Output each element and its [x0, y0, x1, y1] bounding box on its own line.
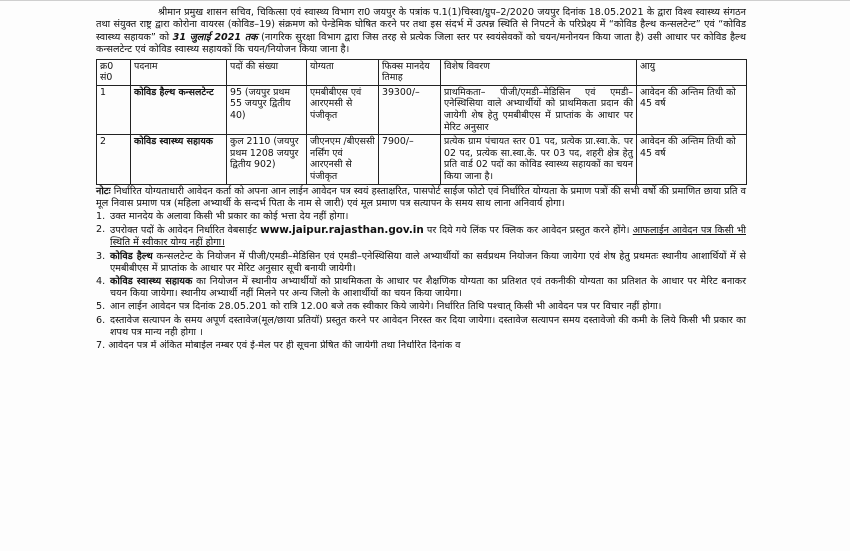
intro-paragraph [96, 7, 746, 57]
note-text [110, 276, 746, 300]
cut-off-line [96, 340, 746, 350]
header-detail: विशेष विवरण [441, 59, 637, 85]
note-text-pre: उपरोक्त पदों के आवेदन निर्धारित वेबसाईट [110, 225, 257, 237]
cell-post: कोविड हैल्थ कन्सलटेन्ट [131, 85, 227, 134]
header-sno: क्र0 सं0 [97, 59, 131, 85]
note-point [96, 251, 746, 275]
cell-detail: प्रत्येक ग्राम पंचायत स्तर 01 पद, प्रत्येक प्रा.स्वा.के. पर 02 पद, प्रत्येक सा.स्वा.के. पर 03 पद, शहरी क्षेत्र हेतु प्रति वार्ड 02 पदों का कोविड स्वास्थ्य सहायकों का चयन किया जाना है। [441, 135, 637, 184]
cell-post: कोविड स्वास्थ्य सहायक [131, 135, 227, 184]
notice-sheet [96, 7, 746, 350]
note-text-mid: पर दिये गये लिंक पर क्लिक कर आवेदन प्रस्तुत करने होंगे। [426, 225, 630, 237]
table-row [97, 135, 747, 184]
note-point [96, 224, 746, 249]
note-text [110, 224, 746, 249]
header-age: आयु [637, 59, 747, 85]
table-row [97, 85, 747, 134]
header-pay: फिक्स मानदेय तिमाह [379, 59, 441, 85]
note-text: उक्त मानदेय के अलावा किसी भी प्रकार का कोई भत्ता देय नहीं होगा। [110, 210, 349, 222]
cell-qualification: जीएनएम /बीएससी नर्सिंग एवं आरएनसी से पंजीकृत [307, 135, 379, 184]
cell-sno: 1 [97, 85, 131, 134]
cell-detail: प्राथमिकता– पीजी/एमडी–मेडिसिन एवं एमडी–एनेस्थिसिया वाले अभ्यार्थीयों को प्राथमिकता प्रदान की जायेगी शेष हेतु एमबीबीएस में प्राप्तांक के आधार पर मेरिट अनुसार [441, 85, 637, 134]
table-header-row [97, 59, 747, 85]
website-link[interactable]: www.jaipur.rajasthan.gov.in [260, 224, 424, 237]
note-bold: कोविड हैल्थ [110, 250, 153, 262]
note-number: 6. [96, 314, 106, 326]
note-number: 4. [96, 275, 106, 287]
note-text: आन लाईन आवेदन पत्र दिनांक 28.05.201 को रात्रि 12.00 बजे तक स्वीकार किये जायेगे। निर्धारित तिथि पश्चात् किसी भी आवेदन पत्र पर विचार नहीं होगा। [110, 301, 662, 313]
cell-count: कुल 2110 (जयपुर प्रथम 1208 जयपुर द्वितीय 902) [227, 135, 307, 184]
offline-warning: आफलाईन आवेदन पत्र किसी भी स्थिति में स्वीकार योग्य नहीं होगा। [110, 225, 746, 249]
note-number: 1. [96, 210, 106, 222]
note-bold: कोविड स्वास्थ्य सहायक [110, 275, 193, 287]
intro-text: श्रीमान प्रमुख शासन सचिव, चिकित्सा एवं स्वास्थ्य विभाग रा0 जयपुर के पत्रांक प.1(1)चिस्वा/ग्रुप–2/2020 जयपुर दिनांक 18.05.2021 के द्वारा विश्व स्वास्थ्य संगठन तथा संयुक्त राष्ट्र द्वारा कोरोना वायरस (कोविड–19) संक्रमण को पेन्डेमिक घोषित करने पर तथा इस संदर्भ में उत्पन्न स्थिति से निपटने के परिप्रेक्ष्य में “कोविड हैल्थ कन्सलटेन्ट” एवं “कोविड स्वास्थ्य सहायक” को [96, 7, 746, 43]
cell-age: आवेदन की अन्तिम तिथी को 45 वर्ष [637, 85, 747, 134]
note-text-body: का नियोजन में स्थानीय अभ्यार्थीयों को प्राथमिकता के आधार पर शैक्षणिक योग्यता का प्रतिशत एवं तकनीकी योग्यता का प्रतिशत के आधार पर मेरिट बनाकर चयन किया जायेगा। स्थानीय अभ्यार्थी नहीं मिलने पर अन्य जिलो के आशार्थीयों का चयन किया जायेगा। [110, 275, 746, 300]
intro-deadline: 31 जुलाई 2021 तक [172, 31, 258, 43]
posts-table [96, 59, 747, 185]
note-point [96, 211, 746, 223]
note-point [96, 301, 746, 313]
intro-text-tail: (नागरिक सुरक्षा विभाग द्वारा जिस तरह से प्रत्येक जिला स्तर पर स्वयंसेवकों को चयन/मनोनयन किया जाता है) उसी आधार पर कोविड हैल्थ कन्सलटेन्ट एवं कोविड स्वास्थ्य सहायकों कि चयन/नियोजन किया जाना है। [96, 31, 746, 56]
header-qualification: योग्यता [307, 59, 379, 85]
cut-off-text: 7. आवेदन पत्र में अंकित मोबाईल नम्बर एवं ई-मेल पर ही सूचना प्रेषित की जायेगी तथा निर्धारित दिनांक व [96, 340, 461, 350]
cell-sno: 2 [97, 135, 131, 184]
note-point [96, 315, 746, 339]
note-number: 5. [96, 301, 106, 313]
cell-pay: 39300/– [379, 85, 441, 134]
note-label: नोटः [96, 185, 111, 197]
cell-age: आवेदन की अन्तिम तिथी को 45 वर्ष [637, 135, 747, 184]
header-count: पदों की संख्या [227, 59, 307, 85]
note-text-body: कन्सलटेन्ट के नियोजन में पीजी/एमडी–मेडिसिन एवं एमडी–एनेस्थिसिया वाले अभ्यार्थीयों का सर्वप्रथम नियोजन किया जायेगा एवं शेष हेतु प्रथमतः स्थानीय आशार्थियों में से एमबीबीएस में प्राप्तांक के आधार पर मेरिट अनुसार सूची बनायी जायेगी। [110, 250, 746, 274]
note-number: 2. [96, 224, 106, 236]
notes-section [96, 186, 746, 350]
note-text [110, 251, 746, 275]
note-point [96, 276, 746, 300]
note-text: दस्तावेज सत्यापन के समय अपूर्ण दस्तावेज(मूल/छाया प्रतियॉ) प्रस्तुत करने पर आवेदन निरस्त कर दिया जायेगा। दस्तावेज सत्यापन समय दस्तावेजो की कमी के लिये किसी भी प्रकार का शपथ पत्र मान्य नही होगा । [110, 314, 746, 338]
header-post: पदनाम [131, 59, 227, 85]
cell-pay: 7900/– [379, 135, 441, 184]
note-number: 3. [96, 250, 106, 262]
note-lead-text: निर्धारित योग्यताधारी आवेदन कर्ता को अपना आन लाईन आवेदन पत्र स्वयं हस्ताक्षरित, पासपोर्ट साईज फोटो एवं निर्धारित योग्यता के प्रमाण पत्रों की सभी वर्षो की प्रमाणित छाया प्रति व मूल निवास प्रमाण पत्र (महिला अभ्यार्थी के सन्दर्भ पिता के नाम से जारी) एवं मूल प्रमाण पत्र सत्यापन के समय साथ लाना अनिवार्य होगा। [96, 185, 746, 209]
cell-qualification: एमबीबीएस एवं आरएमसी से पंजीकृत [307, 85, 379, 134]
cell-count: 95 (जयपुर प्रथम 55 जयपुर द्वितीय 40) [227, 85, 307, 134]
note-lead [96, 186, 746, 210]
